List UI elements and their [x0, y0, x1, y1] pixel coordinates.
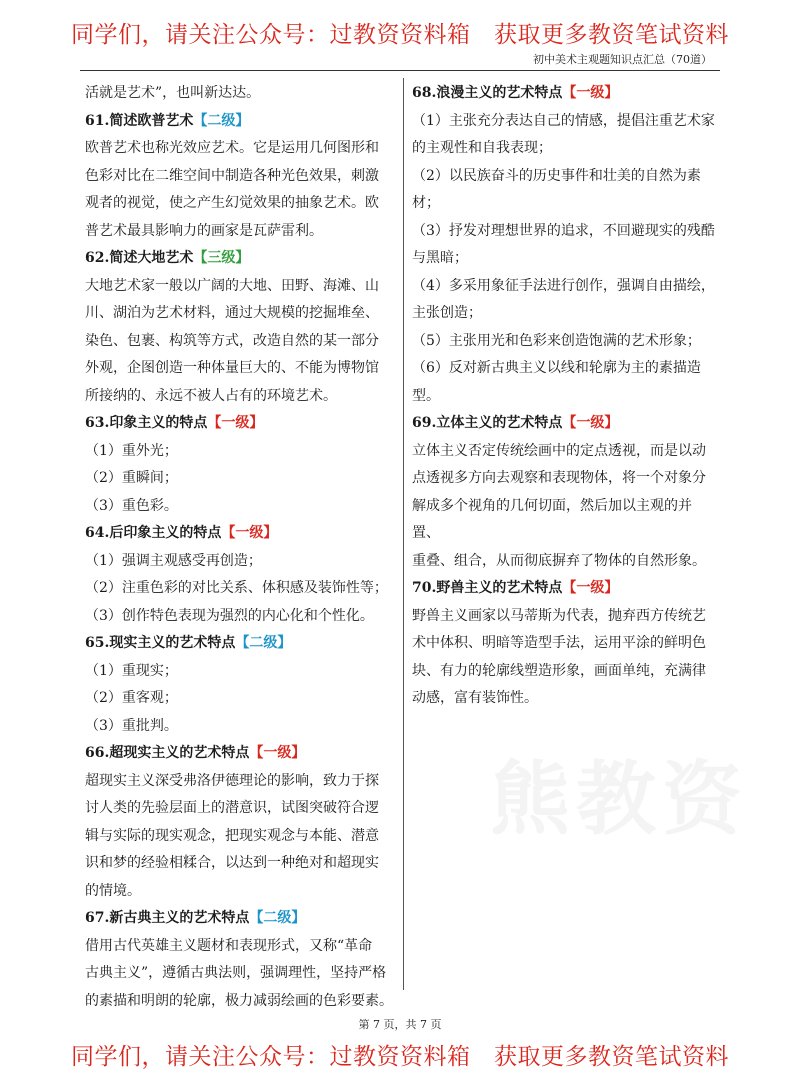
list-item: （1）重现实；: [85, 662, 178, 679]
list-item: （1）重外光；: [85, 442, 178, 459]
body-line: 川、湖泊为艺术材料，通过大规模的挖掘堆垒、: [85, 305, 379, 321]
body-line: 识和梦的经验相糅合，以达到一种绝对和超现实: [85, 855, 379, 871]
body-line: 古典主义”，遵循古典法则，强调理性，坚持严格: [85, 965, 387, 981]
body-line: 术中体积、明暗等造型手法，运用平涂的鲜明色: [412, 635, 706, 651]
section-68-heading: [412, 80, 718, 108]
list-item: （2）重瞬间；: [85, 470, 178, 486]
body-line: 普艺术最具影响力的画家是瓦萨雷利。: [85, 222, 323, 239]
body-line: 观者的视觉，使之产生幻觉效果的抽象艺术。欧: [85, 195, 379, 211]
list-item: （3）重批判。: [85, 717, 178, 734]
section-title: 70.野兽主义的艺术特点: [412, 580, 563, 596]
watermark: 熊教资: [490, 752, 748, 846]
list-item: （3）创作特色表现为强烈的内心化和个性化。: [85, 607, 374, 624]
list-item: 主张创造；: [412, 305, 482, 321]
level-badge: 【一级】: [562, 85, 619, 101]
section-65-heading: [85, 630, 397, 658]
section-title: 67.新古典主义的艺术特点: [85, 910, 250, 926]
running-head: 初中美术主观题知识点汇总（70道）: [533, 53, 712, 66]
page-number: 第 7 页，共 7 页: [358, 1018, 442, 1031]
body-line: 大地艺术家一般以广阔的大地、田野、海滩、山: [85, 277, 379, 294]
body-line: 解成多个视角的几何切面，然后加以主观的并置、: [412, 497, 692, 541]
section-title: 61.简述欧普艺术: [85, 112, 194, 129]
list-item: （5）主张用光和色彩来创造饱满的艺术形象；: [412, 332, 701, 349]
right-column: [412, 80, 718, 713]
level-badge: 【二级】: [193, 112, 250, 129]
level-badge: 【二级】: [249, 910, 306, 926]
body-line: 块、有力的轮廓线塑造形象，画面单纯，充满律: [412, 662, 706, 679]
section-title: 63.印象主义的特点: [85, 415, 208, 431]
section-title: 64.后印象主义的特点: [85, 525, 222, 541]
list-item: （3）抒发对理想世界的追求，不回避现实的残酷: [412, 222, 715, 239]
list-item: （1）强调主观感受再创造；: [85, 552, 262, 569]
section-66-heading: [85, 740, 397, 768]
body-line: 讨人类的先验层面上的潜意识，试图突破符合逻: [85, 800, 379, 816]
section-63-heading: [85, 410, 397, 438]
section-69-heading: [412, 410, 718, 438]
level-badge: 【一级】: [562, 415, 619, 431]
level-badge: 【一级】: [207, 415, 264, 431]
left-column: [85, 80, 397, 1015]
promo-banner-bottom: 同学们，请关注公众号：过教资资料箱 获取更多教资笔试资料: [71, 1044, 729, 1070]
body-line: 所接纳的、永远不被人占有的环境艺术。: [85, 387, 337, 404]
body-line: 野兽主义画家以马蒂斯为代表，抛弃西方传统艺: [412, 607, 706, 624]
list-item: （6）反对新古典主义以线和轮廓为主的素描造型。: [412, 360, 701, 404]
body-line: 的情境。: [85, 882, 141, 899]
promo-banner-top: 同学们，请关注公众号：过教资资料箱 获取更多教资笔试资料: [71, 22, 729, 48]
body-line: 的素描和明朗的轮廓，极力减弱绘画的色彩要素。: [85, 992, 393, 1009]
list-item: （1）主张充分表达自己的情感，提倡注重艺术家: [412, 112, 715, 129]
section-64-heading: [85, 520, 397, 548]
body-line: 动感，富有装饰性。: [412, 690, 538, 706]
section-62-heading: [85, 245, 397, 273]
section-title: 69.立体主义的艺术特点: [412, 415, 563, 431]
body-line: 外观，企图创造一种体量巨大的、不能为博物馆: [85, 360, 379, 376]
header-rule: [80, 70, 720, 71]
body-line: 辑与实际的现实观念，把现实观念与本能、潜意: [85, 827, 379, 844]
carry-over-text: 活就是艺术”，也叫新达达。: [85, 85, 261, 101]
level-badge: 【一级】: [562, 580, 619, 596]
list-item: 与黑暗；: [412, 250, 468, 266]
list-item: （4）多采用象征手法进行创作，强调自由描绘，: [412, 277, 715, 294]
body-line: 重叠、组合，从而彻底摒弃了物体的自然形象。: [412, 552, 706, 569]
list-item: 的主观性和自我表现；: [412, 140, 552, 156]
body-line: 欧普艺术也称光效应艺术。它是运用几何图形和: [85, 140, 379, 156]
section-title: 65.现实主义的艺术特点: [85, 635, 236, 651]
list-item: （2）重客观；: [85, 690, 178, 706]
list-item: （2）以民族奋斗的历史事件和壮美的自然为素材；: [412, 167, 701, 211]
section-title: 66.超现实主义的艺术特点: [85, 745, 250, 761]
level-badge: 【一级】: [221, 525, 278, 541]
body-line: 染色、包裹、构筑等方式，改造自然的某一部分: [85, 332, 379, 349]
body-line: 立体主义否定传统绘画中的定点透视，而是以动: [412, 442, 706, 459]
list-item: （2）注重色彩的对比关系、体积感及装饰性等；: [85, 580, 388, 596]
column-divider: [403, 78, 404, 990]
level-badge: 【一级】: [249, 745, 306, 761]
section-70-heading: [412, 575, 718, 603]
body-line: 点透视多方向去观察和表现物体，将一个对象分: [412, 470, 706, 486]
level-badge: 【三级】: [193, 250, 250, 266]
section-title: 68.浪漫主义的艺术特点: [412, 85, 563, 101]
section-67-heading: [85, 905, 397, 933]
list-item: （3）重色彩。: [85, 497, 178, 514]
level-badge: 【二级】: [235, 635, 292, 651]
section-61-heading: [85, 108, 397, 136]
body-line: 超现实主义深受弗洛伊德理论的影响，致力于探: [85, 772, 379, 789]
section-title: 62.简述大地艺术: [85, 250, 194, 266]
body-line: 色彩对比在二维空间中制造各种光色效果，刺激: [85, 167, 379, 184]
body-line: 借用古代英雄主义题材和表现形式，又称“革命: [85, 937, 373, 954]
